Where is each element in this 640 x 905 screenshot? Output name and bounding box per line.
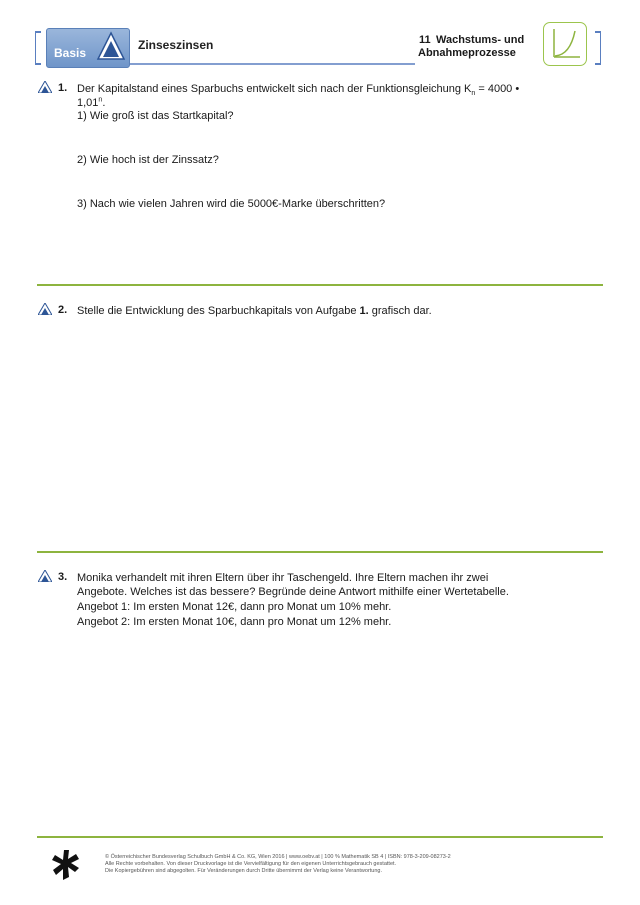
task-3-offer-2: Angebot 2: Im ersten Monat 10€, dann pro Monat um 12% mehr. (77, 616, 392, 628)
task-2-reference: 1. (359, 305, 369, 317)
basic-level-icon (38, 81, 52, 93)
footer-copyright: © Österreichischer Bundesverlag Schulbuch GmbH & Co. KG, Wien 2016 | www.oebv.at | 100 % Mathematik SB 4 | ISBN: 978-3-209-08273-2 (105, 854, 451, 860)
task-1-exponent: n (98, 96, 103, 104)
triangle-logo-icon (96, 31, 126, 63)
basis-badge-label: Basis (54, 46, 87, 60)
footer-rights: Alle Rechte vorbehalten. Von dieser Druckvorlage ist die Vervielfältigung für den eigenen Unterrichtsgebrauch gestattet. (105, 861, 397, 867)
task-3-number: 3. (58, 571, 68, 583)
basic-level-icon (38, 303, 52, 315)
task-1-intro-end: = 4000 • (475, 83, 520, 95)
task-3-line-1: Monika verhandelt mit ihren Eltern über ihr Taschengeld. Ihre Eltern machen ihr zwei (77, 572, 489, 584)
task-1-question-1: 1) Wie groß ist das Startkapital? (77, 110, 234, 122)
growth-chart-icon (543, 22, 587, 66)
separator-1 (37, 284, 603, 286)
task-1-formula-end (77, 96, 105, 110)
separator-footer (37, 836, 603, 838)
basic-level-icon (38, 570, 52, 582)
task-1-base: 1,01 (77, 97, 99, 109)
publisher-logo-icon (52, 850, 80, 880)
task-2-text-end: grafisch dar. (368, 305, 432, 317)
task-1-question-3: 3) Nach wie vielen Jahren wird die 5000€-Marke überschritten? (77, 198, 386, 210)
task-1-intro-start: Der Kapitalstand eines Sparbuchs entwickelt sich nach der Funktionsgleichung K (77, 83, 472, 95)
separator-2 (37, 551, 603, 553)
task-1-question-2: 2) Wie hoch ist der Zinssatz? (77, 154, 219, 166)
task-1-number: 1. (58, 82, 68, 94)
chapter-number: 11 (419, 34, 431, 46)
task-2-text-start: Stelle die Entwicklung des Sparbuchkapitals von Aufgabe (77, 305, 360, 317)
task-1-subscript: n (471, 90, 476, 98)
footer-disclaimer: Die Kopiergebühren sind abgegolten. Für Veränderungen durch Dritte übernimmt der Verlag keine Verantwortung. (105, 868, 383, 874)
task-3-line-2: Angebote. Welches ist das bessere? Begründe deine Antwort mithilfe einer Wertetabelle. (77, 586, 509, 598)
task-3-offer-1: Angebot 1: Im ersten Monat 12€, dann pro Monat um 10% mehr. (77, 601, 392, 613)
task-1-intro (77, 82, 519, 96)
task-2-text (77, 304, 432, 318)
page-topic: Zinseszinsen (138, 38, 214, 52)
task-1-period: . (102, 97, 106, 109)
task-2-number: 2. (58, 304, 68, 316)
chapter-title-line2: Abnahmeprozesse (418, 47, 516, 59)
chapter-title-line1: Wachstums- und (436, 34, 525, 46)
